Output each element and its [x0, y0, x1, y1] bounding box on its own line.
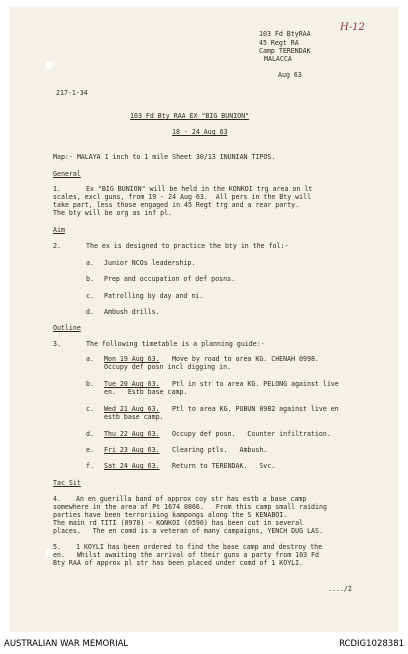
- list-letter: b.: [86, 275, 94, 283]
- aim-item: Prep and occupation of def posns.: [104, 275, 236, 283]
- timetable-activity: Clearing ptls. Ambush.: [172, 446, 268, 454]
- address-regiment: 45 Regt RA: [259, 39, 299, 47]
- outline-intro: The following timetable is a planning guide:-: [86, 340, 265, 348]
- timetable-day: Wed 21 Aug 63.: [104, 405, 160, 413]
- paragraph-5-line: en. Whilst awaiting the arrival of their guns a party from 103 Fd: [53, 551, 319, 559]
- map-reference: Map:- MALAYA 1 inch to 1 mile Sheet 30/13 INUNIAN TIPOS.: [53, 153, 276, 161]
- archive-record-id: RCDIG1028381: [339, 639, 404, 649]
- list-letter: c.: [86, 405, 94, 413]
- document-page: [10, 8, 398, 632]
- file-reference: 217-1-34: [56, 89, 88, 97]
- timetable-day: Thu 22 Aug 63.: [104, 430, 160, 438]
- list-letter: e.: [86, 446, 94, 454]
- timetable-day: Tue 20 Aug 63.: [104, 380, 160, 388]
- timetable-activity-cont: estb base camp.: [104, 413, 164, 421]
- paragraph-1-line: scales, excl guns, from 19 - 24 Aug 63. All pers in the Bty will: [53, 193, 312, 201]
- paragraph-number: 2.: [53, 242, 61, 250]
- list-letter: d.: [86, 308, 94, 316]
- list-letter: a.: [86, 355, 94, 363]
- section-heading-outline: Outline: [53, 324, 81, 332]
- address-unit: 103 Fd BtyRAA: [259, 30, 311, 38]
- paragraph-number: 4.: [53, 495, 61, 503]
- punch-hole: [44, 60, 54, 70]
- aim-intro: The ex is designed to practice the bty in the fol:-: [86, 242, 289, 250]
- aim-item: Patrolling by day and ni.: [104, 292, 204, 300]
- paragraph-number: 3.: [53, 340, 61, 348]
- list-letter: b.: [86, 380, 94, 388]
- address-location: MALACCA: [264, 55, 292, 63]
- list-letter: f.: [86, 462, 94, 470]
- timetable-activity: Move by road to area KG. CHENAH 0998.: [172, 355, 319, 363]
- document-date: Aug 63: [278, 71, 302, 79]
- document-title: 103 Fd Bty RAA EX "BIG BUNION": [130, 112, 250, 120]
- timetable-activity: Return to TERENDAK. Svc.: [172, 462, 276, 470]
- timetable-day: Mon 19 Aug 63.: [104, 355, 160, 363]
- continuation-marker: ..../2: [328, 585, 352, 593]
- paragraph-5-line: Bty RAA of approx pl str has been placed under comd of 1 KOYLI.: [53, 559, 304, 567]
- timetable-activity: Ptl in str to area KG. PELONG against live: [172, 380, 339, 388]
- archive-name: AUSTRALIAN WAR MEMORIAL: [4, 639, 129, 649]
- list-letter: a.: [86, 259, 94, 267]
- timetable-day: Sat 24 Aug 63.: [104, 462, 160, 470]
- timetable-activity: Occupy def posn. Counter infiltration.: [172, 430, 331, 438]
- paragraph-1-line: The bty will be org as inf pl.: [53, 209, 173, 217]
- paragraph-1-line: take part, less those engaged in 45 Regt trg and a rear party.: [53, 201, 300, 209]
- paragraph-4-line: parties have been terrorising kampongs along the S KENABOI.: [53, 511, 288, 519]
- section-heading-aim: Aim: [53, 226, 65, 234]
- timetable-activity-cont: Occupy def posn incl digging in.: [104, 363, 232, 371]
- paragraph-4-line: The main rd TITI (0978) - KONKOI (0590) has been cut in several: [53, 519, 304, 527]
- address-camp: Camp TERENDAK: [259, 47, 311, 55]
- timetable-activity-cont: en. Estb base camp.: [104, 388, 188, 396]
- list-letter: c.: [86, 292, 94, 300]
- archive-footer: [0, 632, 408, 654]
- section-heading-tac-sit: Tac Sit: [53, 479, 81, 487]
- list-letter: d.: [86, 430, 94, 438]
- paragraph-4-line: somewhere in the area of Pt 1674 0866. From this camp small raiding: [53, 503, 327, 511]
- handwritten-reference: H-12: [340, 22, 365, 33]
- timetable-day: Fri 23 Aug 63.: [104, 446, 160, 454]
- aim-item: Ambush drills.: [104, 308, 160, 316]
- paragraph-4-line: An en guerilla band of approx coy str has estb a base camp: [76, 495, 307, 503]
- paragraph-5-line: 1 KOYLI has been ordered to find the base camp and destroy the: [76, 543, 323, 551]
- section-heading-general: General: [53, 170, 81, 178]
- timetable-activity: Ptl to area KG. PUBUN 0982 against live en: [172, 405, 339, 413]
- exercise-dates: 18 - 24 Aug 63: [172, 128, 228, 136]
- paragraph-number: 5.: [53, 543, 61, 551]
- paragraph-4-line: places. The en comd is a veteran of many campaigns, YENCH DUG LAS.: [53, 527, 323, 535]
- paragraph-1-line: Ex "BIG BUNION" will be held in the KONKOI trg area on lt: [86, 185, 313, 193]
- paragraph-number: 1.: [53, 185, 61, 193]
- aim-item: Junior NCOs leadership.: [104, 259, 196, 267]
